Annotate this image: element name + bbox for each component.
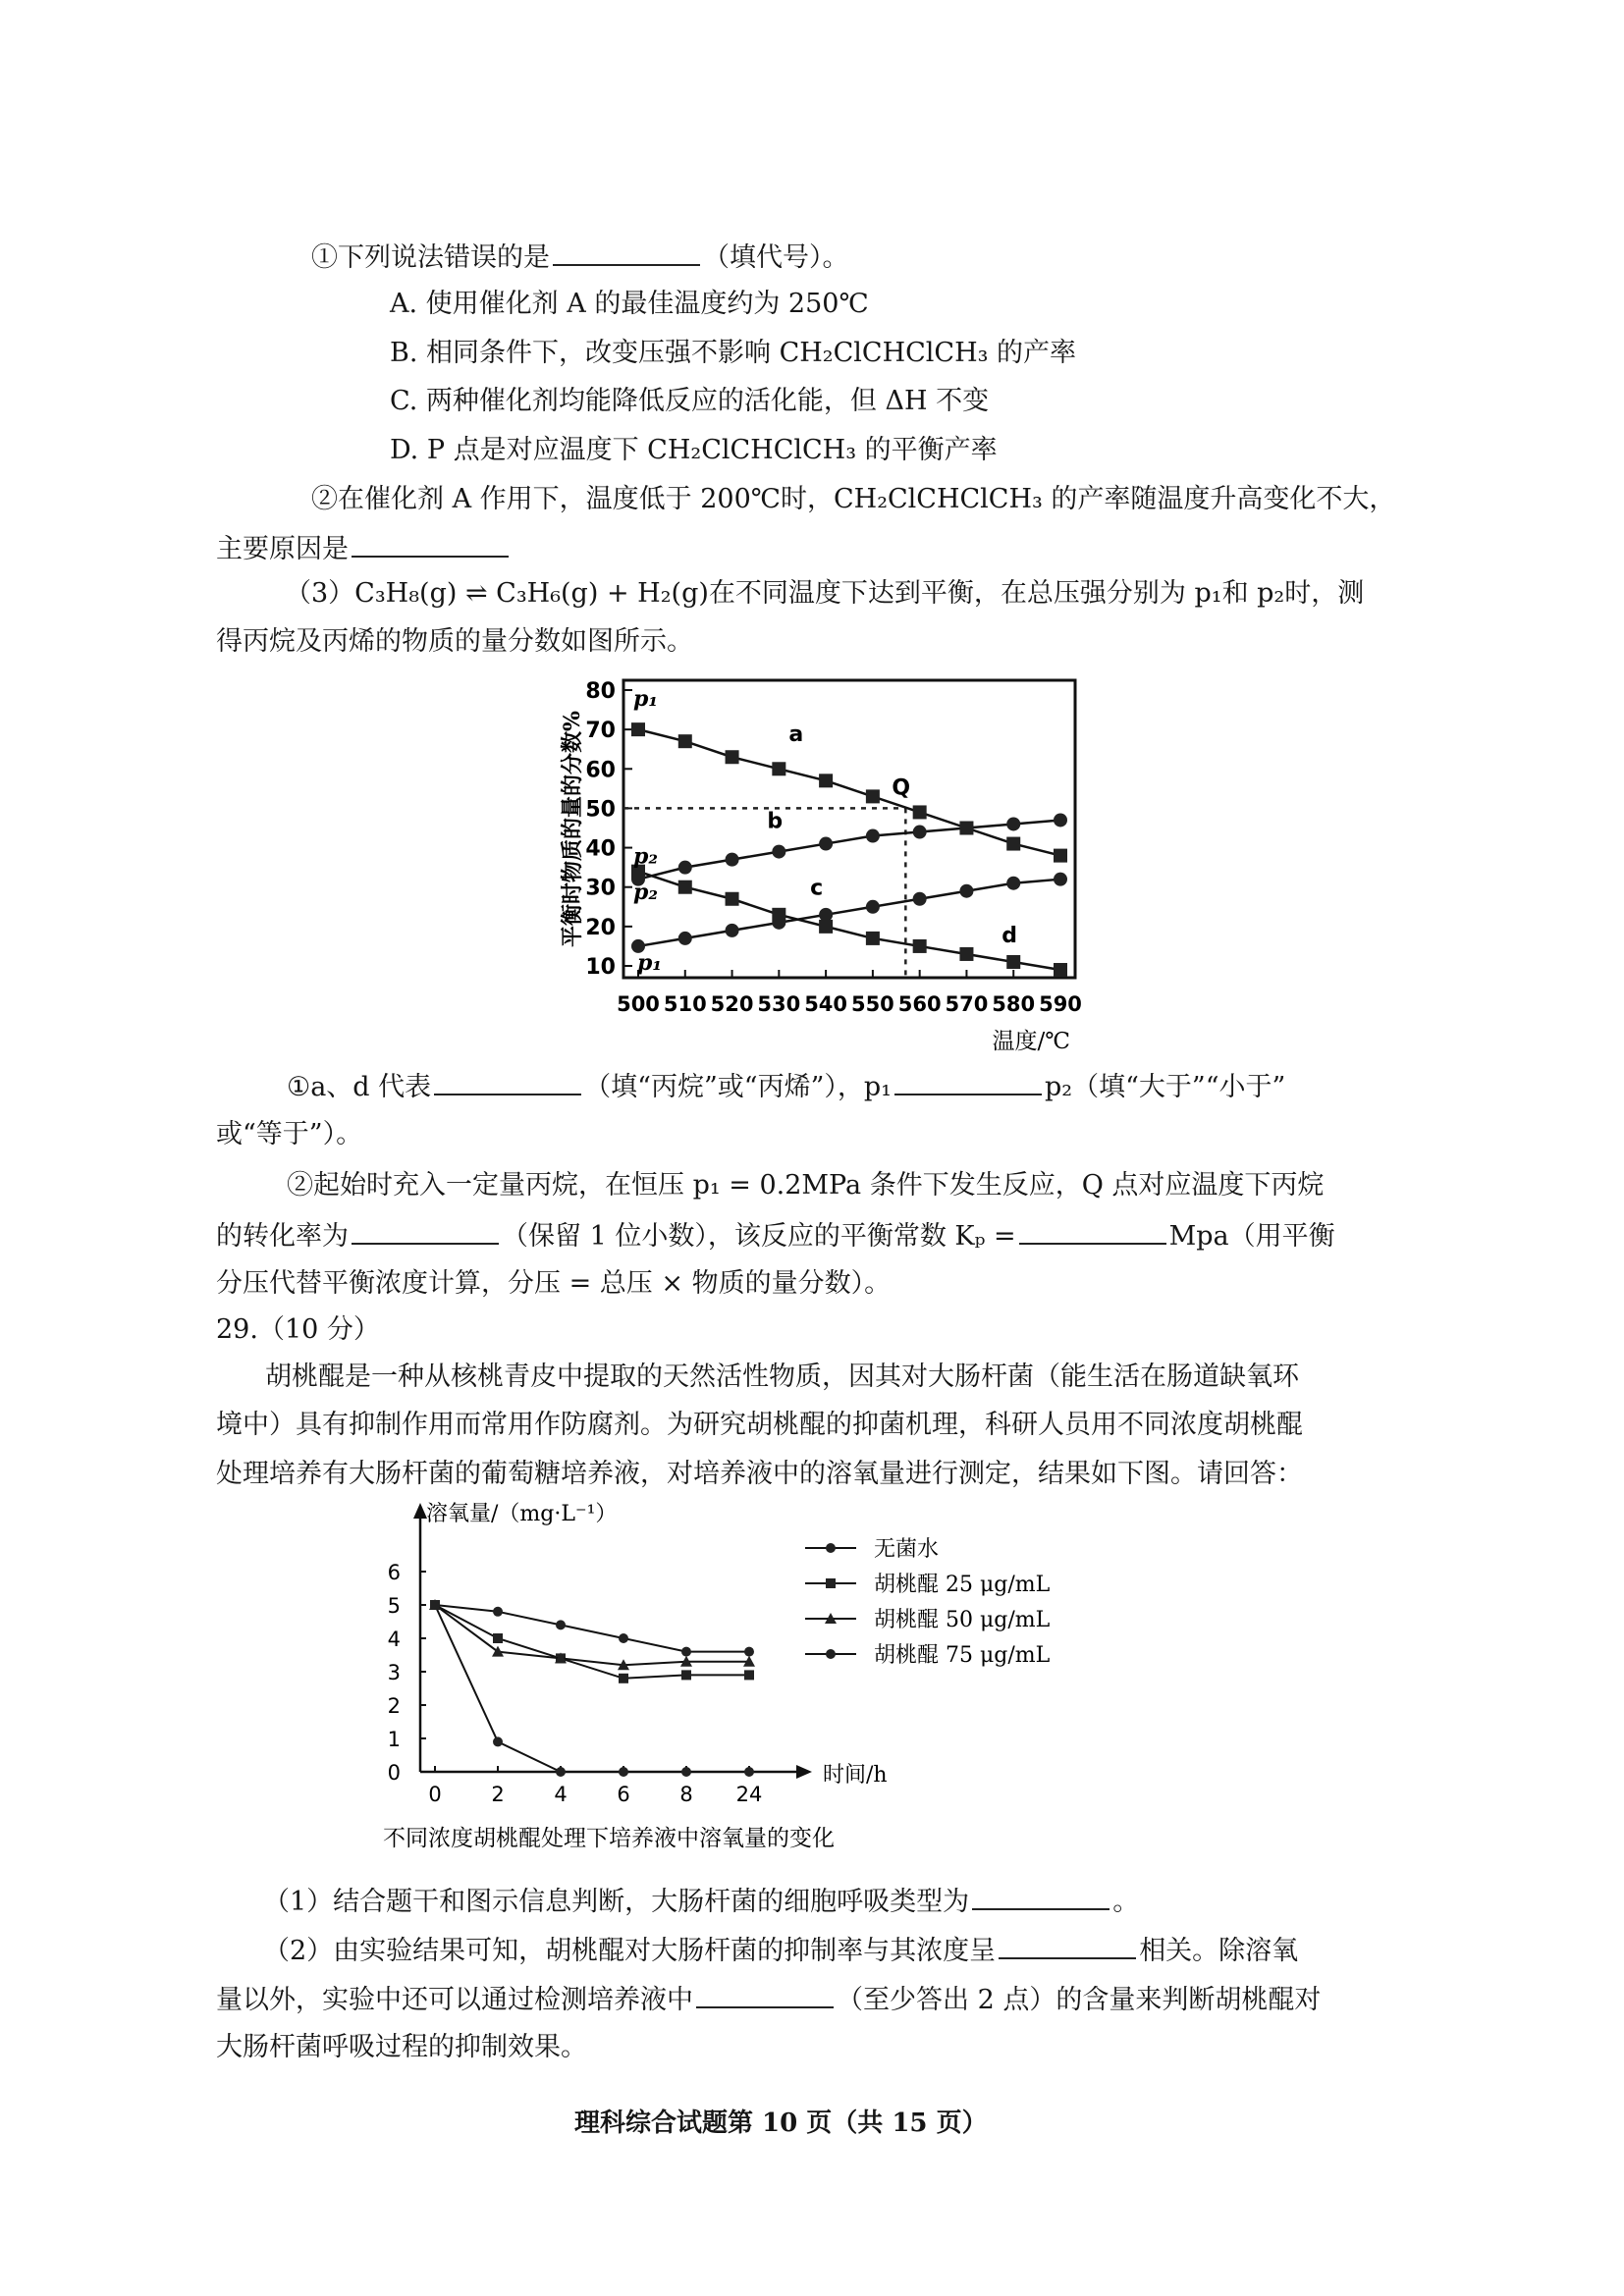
series-label-c: c <box>810 876 824 901</box>
y-tick-label: 5 <box>387 1594 401 1618</box>
x-axis-label: 温度/℃ <box>992 1029 1070 1054</box>
q3-sub1 <box>287 1068 1285 1105</box>
data-point-3 <box>430 1600 440 1610</box>
data-point-a <box>772 762 785 775</box>
data-point-a <box>726 750 739 764</box>
x-tick-label: 6 <box>617 1783 630 1806</box>
data-point-a <box>1054 849 1067 863</box>
data-point-0 <box>619 1767 628 1777</box>
q29-sub1-a: （1）结合题干和图示信息判断，大肠杆菌的细胞呼吸类型为 <box>263 1887 970 1917</box>
q29-para-line1: 胡桃醌是一种从核桃青皮中提取的天然活性物质，因其对大肠杆菌（能生活在肠道缺氧环 <box>265 1362 1299 1392</box>
series-line-1 <box>435 1605 749 1679</box>
q3-sub1-tail: 或“等于”）。 <box>216 1119 363 1149</box>
q1-part2-prompt: 主要原因是 <box>216 534 349 564</box>
answer-blank[interactable] <box>352 530 509 558</box>
data-point-d <box>866 932 880 945</box>
y-axis-arrow <box>413 1503 427 1519</box>
q29-sub2-c: 量以外，实验中还可以通过检测培养液中 <box>216 1985 693 2015</box>
data-point-b <box>959 822 973 835</box>
q1-stem-tail: （填代号）。 <box>703 242 849 273</box>
q3-sub2-line1: ②起始时充入一定量丙烷，在恒压 p₁ = 0.2MPa 条件下发生反应，Q 点对应温度下丙烷 <box>287 1170 1325 1201</box>
x-tick-label: 0 <box>428 1783 442 1806</box>
y-tick-label: 50 <box>585 797 616 823</box>
x-axis-label: 时间/h <box>823 1763 888 1788</box>
data-point-b <box>772 845 785 859</box>
series-line-a <box>638 729 1060 855</box>
y-tick-label: 1 <box>387 1728 401 1751</box>
x-tick-label: 550 <box>850 992 894 1016</box>
x-tick-label: 510 <box>663 992 707 1016</box>
pressure-label-a: p₁ <box>633 686 659 713</box>
dissolved-oxygen-chart <box>363 1487 1110 1865</box>
legend-marker <box>826 1578 836 1588</box>
answer-blank[interactable] <box>972 1883 1110 1910</box>
pressure-label-c: p₁ <box>637 950 663 977</box>
q3-sub1-a: ①a、d 代表 <box>287 1072 432 1102</box>
series-line-2 <box>435 1605 749 1665</box>
data-point-d <box>772 908 785 922</box>
data-point-c <box>913 892 927 906</box>
q29-sub2-line2 <box>216 1981 1321 2018</box>
q1-stem <box>311 239 849 276</box>
data-point-d <box>726 892 739 906</box>
q29-sub2-d: （至少答出 2 点）的含量来判断胡桃醌对 <box>837 1985 1322 2015</box>
q29-para-line3: 处理培养有大肠杆菌的葡萄糖培养液，对培养液中的溶氧量进行测定，结果如下图。请回答： <box>216 1459 1303 1489</box>
q29-sub2-a: （2）由实验结果可知，胡桃醌对大肠杆菌的抑制率与其浓度呈 <box>263 1936 997 1966</box>
x-tick-label: 500 <box>617 992 660 1016</box>
x-tick-label: 530 <box>757 992 801 1016</box>
data-point-c <box>819 908 833 922</box>
legend-label: 胡桃醌 25 μg/mL <box>874 1573 1051 1597</box>
legend-label: 无菌水 <box>874 1537 940 1562</box>
q3-sub2-a: 的转化率为 <box>216 1221 349 1252</box>
q3-sub1-b: （填“丙烷”或“丙烯”），p₁ <box>584 1072 892 1102</box>
y-axis-label: 溶氧量/（mg·L⁻¹） <box>426 1502 618 1526</box>
q3-sub2-c: Mpa（用平衡 <box>1168 1221 1335 1252</box>
y-tick-label: 4 <box>387 1628 401 1651</box>
data-point-b <box>866 829 880 843</box>
data-point-3 <box>744 1647 754 1657</box>
x-tick-label: 8 <box>679 1783 693 1806</box>
x-tick-label: 560 <box>897 992 942 1016</box>
pressure-label-b: p₂ <box>633 843 659 870</box>
q3-sub1-c: p₂（填“大于”“小于” <box>1045 1072 1286 1102</box>
pressure-label-d: p₂ <box>633 879 659 905</box>
x-tick-label: 24 <box>735 1783 763 1806</box>
q1-stem-text: ①下列说法错误的是 <box>311 242 550 273</box>
y-tick-label: 0 <box>387 1761 401 1785</box>
legend-marker <box>826 1649 836 1659</box>
data-point-0 <box>556 1767 566 1777</box>
x-tick-label: 580 <box>992 992 1036 1016</box>
q3-sub2-line3: 分压代替平衡浓度计算，分压 = 总压 × 物质的量分数）。 <box>216 1268 892 1299</box>
data-point-3 <box>681 1647 691 1657</box>
data-point-b <box>678 861 692 875</box>
legend-label: 胡桃醌 50 μg/mL <box>874 1608 1051 1632</box>
chart1-layer <box>560 679 1082 1054</box>
answer-blank[interactable] <box>553 239 700 266</box>
q3-sub2-b: （保留 1 位小数），该反应的平衡常数 Kₚ = <box>502 1221 1016 1252</box>
data-point-a <box>819 774 833 787</box>
point-q-label: Q <box>892 775 911 801</box>
answer-blank[interactable] <box>999 1932 1136 1959</box>
data-point-d <box>1054 963 1067 977</box>
data-point-3 <box>493 1607 503 1617</box>
q3-line1: （3）C₃H₈(g) ⇌ C₃H₆(g) + H₂(g)在不同温度下达到平衡，在总压强分别为 p₁和 p₂时，测 <box>285 578 1365 609</box>
y-tick-label: 80 <box>585 679 616 704</box>
y-tick-label: 10 <box>585 955 616 980</box>
q29-sub2-line3: 大肠杆菌呼吸过程的抑制效果。 <box>216 2032 587 2062</box>
series-line-3 <box>435 1605 749 1652</box>
data-point-d <box>678 881 692 894</box>
answer-blank[interactable] <box>434 1068 581 1095</box>
data-point-3 <box>619 1633 628 1643</box>
y-tick-label: 60 <box>585 758 616 783</box>
q29-sub1-b: 。 <box>1112 1887 1140 1917</box>
option-b: B. 相同条件下，改变压强不影响 CH₂ClCHClCH₃ 的产率 <box>390 338 1077 368</box>
data-point-b <box>1054 813 1067 827</box>
y-tick-label: 3 <box>387 1661 401 1684</box>
q29-sub1 <box>263 1883 1139 1920</box>
x-tick-label: 540 <box>804 992 848 1016</box>
y-tick-label: 6 <box>387 1561 401 1584</box>
x-tick-label: 520 <box>710 992 754 1016</box>
series-label-b: b <box>767 809 784 834</box>
data-point-1 <box>744 1670 754 1680</box>
y-tick-label: 40 <box>585 836 616 862</box>
series-line-b <box>638 820 1060 879</box>
y-axis-label: 平衡时物质的量的分数% <box>560 711 585 947</box>
data-point-b <box>913 826 927 839</box>
data-point-d <box>1006 955 1020 969</box>
q29-header: 29.（10 分） <box>216 1314 380 1345</box>
data-point-c <box>959 884 973 898</box>
data-point-0 <box>493 1736 503 1746</box>
data-point-3 <box>556 1620 566 1629</box>
y-tick-label: 20 <box>585 915 616 940</box>
y-tick-label: 30 <box>585 876 616 901</box>
data-point-a <box>913 805 927 819</box>
x-axis-arrow <box>796 1765 812 1779</box>
q29-sub2-b: 相关。除溶氧 <box>1139 1936 1299 1966</box>
x-tick-label: 590 <box>1039 992 1082 1016</box>
data-point-0 <box>681 1767 691 1777</box>
data-point-c <box>1006 877 1020 890</box>
data-point-c <box>1054 873 1067 886</box>
data-point-a <box>866 789 880 803</box>
option-a: A. 使用催化剂 A 的最佳温度约为 250℃ <box>390 289 869 319</box>
data-point-1 <box>619 1674 628 1683</box>
data-point-b <box>726 853 739 867</box>
data-point-1 <box>493 1633 503 1643</box>
y-tick-label: 70 <box>585 719 616 744</box>
chart2-layer <box>383 1502 1051 1851</box>
x-tick-label: 4 <box>554 1783 568 1806</box>
option-c: C. 两种催化剂均能降低反应的活化能，但 ΔH 不变 <box>390 386 990 416</box>
option-d: D. P 点是对应温度下 CH₂ClCHClCH₃ 的平衡产率 <box>390 435 998 465</box>
q3-line2: 得丙烷及丙烯的物质的量分数如图所示。 <box>216 626 693 657</box>
answer-blank[interactable] <box>352 1217 499 1245</box>
answer-blank[interactable] <box>696 1981 834 2008</box>
data-point-0 <box>744 1767 754 1777</box>
page-footer: 理科综合试题第 10 页（共 15 页） <box>574 2109 988 2138</box>
y-tick-label: 2 <box>387 1694 401 1718</box>
answer-blank[interactable] <box>894 1068 1042 1095</box>
q3-sub2-line2 <box>216 1217 1335 1255</box>
series-label-d: d <box>1001 923 1017 948</box>
q29-para-line2: 境中）具有抑制作用而常用作防腐剂。为研究胡桃醌的抑菌机理，科研人员用不同浓度胡桃醌 <box>216 1410 1303 1440</box>
q29-sub2-line1 <box>263 1932 1298 1969</box>
x-tick-label: 2 <box>491 1783 505 1806</box>
data-point-1 <box>681 1670 691 1680</box>
x-tick-label: 570 <box>945 992 989 1016</box>
mole-fraction-chart <box>550 666 1100 1078</box>
data-point-a <box>1006 837 1020 851</box>
data-point-d <box>959 947 973 961</box>
data-point-c <box>866 900 880 914</box>
data-point-c <box>726 924 739 937</box>
q1-part2-line2 <box>216 530 512 567</box>
data-point-d <box>819 920 833 934</box>
data-point-d <box>913 939 927 953</box>
legend-marker <box>826 1543 836 1553</box>
series-label-a: a <box>788 722 804 748</box>
legend-label: 胡桃醌 75 μg/mL <box>874 1643 1051 1668</box>
data-point-b <box>819 837 833 851</box>
answer-blank[interactable] <box>1019 1217 1166 1245</box>
series-line-c <box>638 880 1060 946</box>
data-point-a <box>631 722 645 736</box>
data-point-a <box>678 734 692 748</box>
chart-caption: 不同浓度胡桃醌处理下培养液中溶氧量的变化 <box>383 1826 835 1851</box>
data-point-c <box>678 932 692 945</box>
q1-part2-line1: ②在催化剂 A 作用下，温度低于 200℃时，CH₂ClCHClCH₃ 的产率随温度升高变化不大， <box>311 484 1396 514</box>
data-point-b <box>1006 817 1020 830</box>
